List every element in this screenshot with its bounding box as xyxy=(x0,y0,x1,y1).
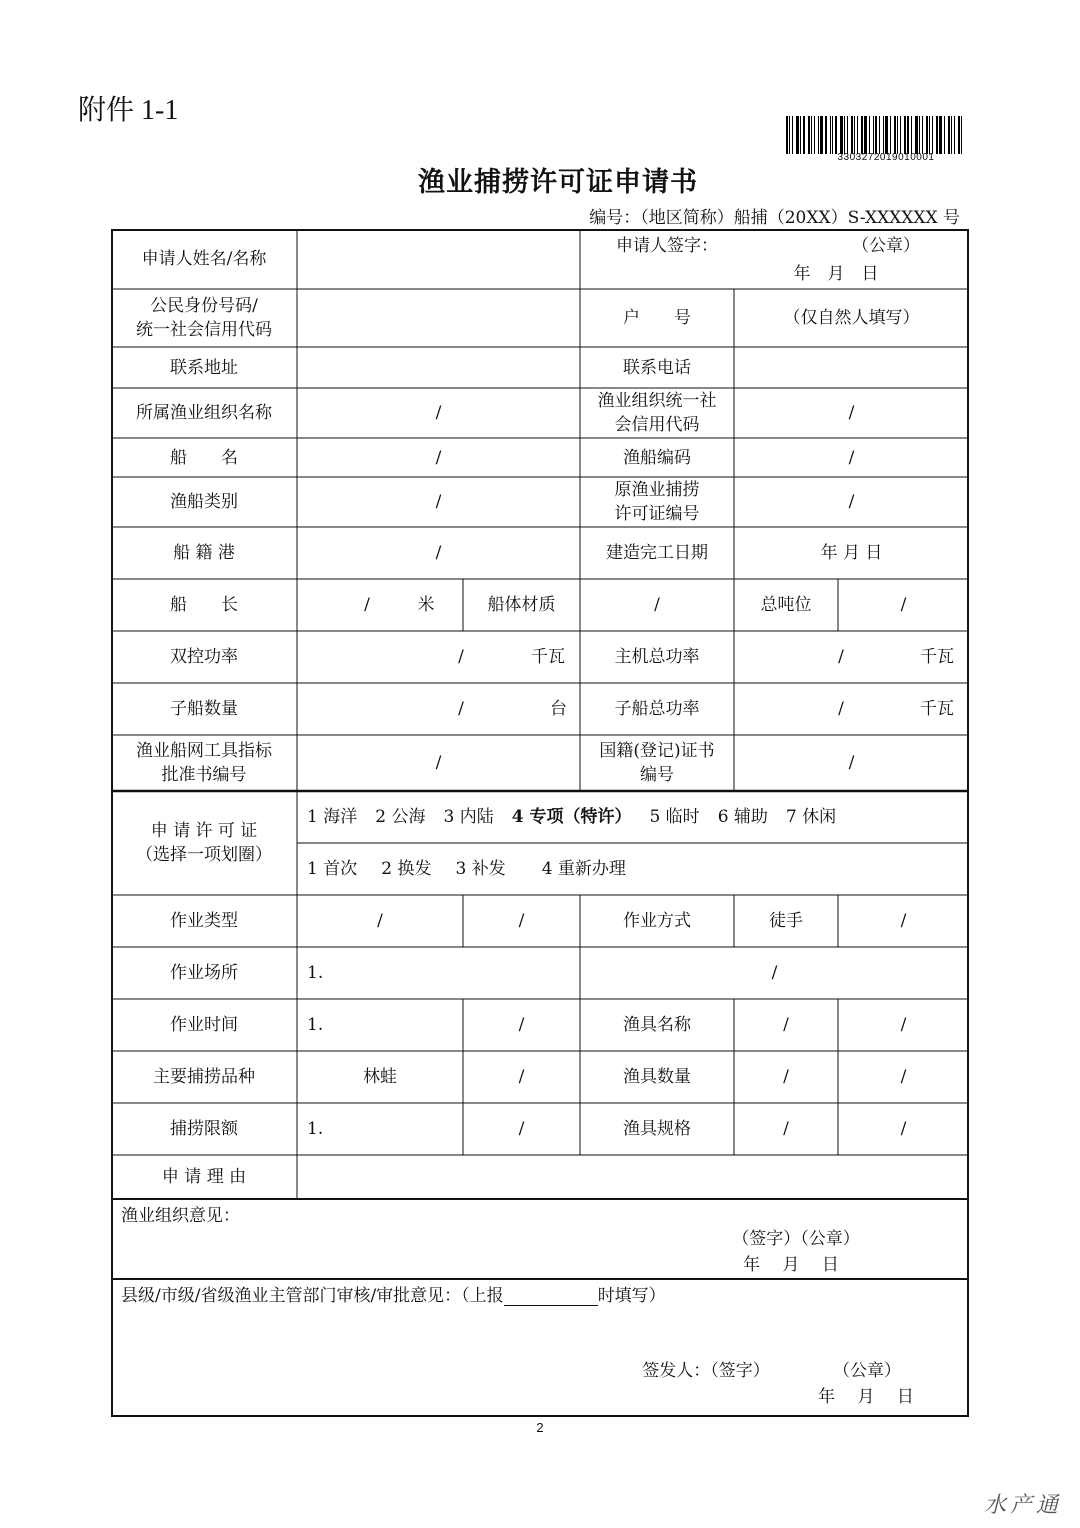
permit-mode-options xyxy=(297,843,979,895)
main-power-label: 主机总功率 xyxy=(614,647,700,667)
gear-name-value[interactable]: / xyxy=(783,1015,789,1035)
length-value[interactable]: / xyxy=(364,595,370,615)
permit-label-line2: （选择一项划圈） xyxy=(136,845,272,865)
quota-value[interactable]: 1. xyxy=(307,1119,324,1139)
barcode-bar xyxy=(873,116,874,154)
operation-time-value[interactable]: / xyxy=(518,1015,525,1035)
orig-permit-label xyxy=(580,477,734,527)
barcode-bar xyxy=(869,116,870,154)
approval-seal: （公章） xyxy=(833,1361,901,1381)
org-code-label-line1: 渔业组织统一社 xyxy=(597,391,717,411)
net-label-line1: 渔业船网工具指标 xyxy=(136,741,272,761)
species-label: 主要捕捞品种 xyxy=(153,1067,255,1087)
barcode-bar xyxy=(830,116,831,154)
orig-permit-value[interactable]: / xyxy=(848,492,855,512)
ship-name-value[interactable]: / xyxy=(435,447,442,468)
gear-spec-value[interactable]: / xyxy=(900,1119,907,1139)
sub-count-label: 子船数量 xyxy=(170,699,238,719)
barcode-bar xyxy=(951,116,952,154)
length-label: 船 长 xyxy=(170,595,238,615)
ship-type-value[interactable]: / xyxy=(435,492,442,512)
barcode-bar xyxy=(808,116,810,154)
operation-type-value[interactable]: / xyxy=(518,911,525,931)
household-label: 户 号 xyxy=(623,308,691,328)
barcode-bar xyxy=(825,116,827,154)
reason-label: 申 请 理 由 xyxy=(161,1167,247,1187)
reason-field[interactable] xyxy=(297,1155,969,1199)
approval-label-suffix: 时填写） xyxy=(597,1286,666,1306)
quota-label: 捕捞限额 xyxy=(170,1119,238,1139)
gear-spec-label: 渔具规格 xyxy=(623,1119,691,1139)
id-label-line1: 公民身份号码/ xyxy=(150,296,258,316)
org-opinion-date: 年 月 日 xyxy=(743,1255,839,1275)
barcode-bar xyxy=(936,116,938,154)
operation-place-label: 作业场所 xyxy=(170,963,238,983)
barcode-bar xyxy=(851,116,853,154)
barcode-bar xyxy=(929,116,930,154)
address-field[interactable] xyxy=(297,347,580,388)
org-code-label-line2: 会信用代码 xyxy=(614,415,700,435)
operation-method-value[interactable]: / xyxy=(900,911,907,931)
gear-spec-value[interactable]: / xyxy=(783,1119,789,1139)
applicant-date: 年 月 日 xyxy=(793,264,879,284)
sub-count-unit: 台 xyxy=(550,699,567,719)
permit-mode-option[interactable]: 4 重新办理 xyxy=(541,859,626,879)
sub-power-unit: 千瓦 xyxy=(920,699,954,719)
approval-date: 年 月 日 xyxy=(818,1387,914,1407)
id-label-line2: 统一社会信用代码 xyxy=(136,320,272,340)
application-form-table xyxy=(111,229,969,1417)
permit-type-option[interactable]: 3 内陆 xyxy=(443,807,494,827)
barcode-bar xyxy=(803,116,805,154)
barcode-bar xyxy=(789,116,790,154)
barcode-bar xyxy=(915,116,918,154)
barcode-bar xyxy=(890,116,891,154)
approval-signer: 签发人：（签字） xyxy=(642,1361,770,1381)
dual-power-unit: 千瓦 xyxy=(531,647,565,667)
applicant-seal: （公章） xyxy=(852,236,920,256)
operation-place-value[interactable]: 1. xyxy=(307,963,324,983)
net-approval-label xyxy=(111,735,297,791)
orig-permit-label-line2: 许可证编号 xyxy=(614,504,700,524)
applicant-name-field[interactable] xyxy=(297,229,580,289)
quota-value[interactable]: / xyxy=(518,1119,525,1139)
watermark: 水产通 xyxy=(983,1493,1062,1518)
approval-label-text: 县级/市级/省级渔业主管部门审核/审批意见：（上报 xyxy=(121,1286,504,1306)
build-date-value[interactable]: 年 月 日 xyxy=(820,543,883,563)
sub-power-label: 子船总功率 xyxy=(614,699,700,719)
permit-mode-option[interactable]: 3 补发 xyxy=(455,859,506,879)
barcode-bar xyxy=(954,116,955,154)
permit-type-option-selected[interactable]: 4 专项（特许） xyxy=(511,807,632,827)
barcode xyxy=(786,116,986,154)
barcode-bar xyxy=(948,116,950,154)
approval-label xyxy=(111,1283,821,1309)
net-approval-value[interactable]: / xyxy=(435,753,442,773)
org-name-label: 所属渔业组织名称 xyxy=(136,403,272,423)
barcode-bar xyxy=(875,116,877,154)
barcode-bar xyxy=(885,116,888,154)
permit-label-line1: 申 请 许 可 证 xyxy=(150,821,258,841)
tonnage-value[interactable]: / xyxy=(900,595,907,615)
registration-value[interactable]: / xyxy=(848,753,855,773)
operation-type-value[interactable]: / xyxy=(377,911,383,931)
id-number-label xyxy=(111,289,297,347)
barcode-bar xyxy=(911,116,912,154)
main-power-unit: 千瓦 xyxy=(920,647,954,667)
barcode-bar xyxy=(847,116,848,154)
orig-permit-label-line1: 原渔业捕捞 xyxy=(614,480,700,500)
tonnage-label: 总吨位 xyxy=(760,595,812,615)
permit-mode-option[interactable]: 1 首次 xyxy=(307,859,358,879)
operation-method-label: 作业方式 xyxy=(623,911,691,931)
permit-label xyxy=(111,791,297,895)
main-power-value[interactable]: / xyxy=(838,647,844,667)
barcode-bar xyxy=(796,116,799,154)
length-unit: 米 xyxy=(417,595,435,615)
barcode-bar xyxy=(786,116,788,154)
household-note: （仅自然人填写） xyxy=(783,308,920,328)
approval-blank[interactable] xyxy=(504,1287,598,1306)
barcode-bar xyxy=(792,116,793,154)
operation-place-value[interactable]: / xyxy=(771,963,778,983)
barcode-bar xyxy=(894,116,896,154)
barcode-bar xyxy=(926,116,928,154)
barcode-bar xyxy=(864,116,867,154)
barcode-bar xyxy=(883,116,884,154)
org-name-value[interactable]: / xyxy=(435,403,442,423)
permit-type-option[interactable]: 7 休闲 xyxy=(785,807,837,827)
barcode-bar xyxy=(919,116,920,154)
gear-name-value[interactable]: / xyxy=(900,1015,907,1035)
org-code-value[interactable]: / xyxy=(848,403,855,423)
serial-number: 编号：（地区简称）船捕（20XX）S-XXXXXX 号 xyxy=(589,208,960,228)
permit-type-option[interactable]: 5 临时 xyxy=(649,807,700,827)
barcode-bar xyxy=(944,116,945,154)
barcode-bar xyxy=(840,116,843,154)
org-code-label xyxy=(580,388,734,438)
dual-power-value[interactable]: / xyxy=(458,647,464,667)
barcode-bar xyxy=(939,116,942,154)
barcode-bar xyxy=(897,116,898,154)
ship-code-value[interactable]: / xyxy=(848,447,855,468)
ship-code-label: 渔船编码 xyxy=(623,447,691,468)
barcode-number: 3303272019010001 xyxy=(837,152,935,163)
barcode-bar xyxy=(932,116,933,154)
barcode-bar xyxy=(854,116,855,154)
barcode-bar xyxy=(857,116,858,154)
barcode-bar xyxy=(818,116,819,154)
permit-type-options xyxy=(297,791,979,843)
barcode-bar xyxy=(814,116,815,154)
permit-type-option[interactable]: 1 海洋 xyxy=(307,807,358,827)
phone-field[interactable] xyxy=(734,347,969,388)
species-value[interactable]: 林蛙 xyxy=(363,1067,397,1087)
barcode-bar xyxy=(958,116,960,154)
registration-label xyxy=(580,735,734,791)
barcode-bar xyxy=(832,116,833,154)
barcode-bar xyxy=(904,116,906,154)
operation-time-label: 作业时间 xyxy=(170,1015,238,1035)
port-value[interactable]: / xyxy=(435,543,442,563)
net-label-line2: 批准书编号 xyxy=(161,765,247,785)
barcode-bar xyxy=(844,116,845,154)
barcode-bar xyxy=(861,116,863,154)
barcode-bar xyxy=(820,116,823,154)
barcode-bar xyxy=(835,116,837,154)
org-opinion-sign: （签字）（公章） xyxy=(732,1229,860,1249)
gear-name-label: 渔具名称 xyxy=(623,1015,691,1035)
build-date-label: 建造完工日期 xyxy=(606,543,708,563)
operation-time-value[interactable]: 1. xyxy=(307,1015,324,1035)
species-value[interactable]: / xyxy=(518,1067,525,1087)
port-label: 船 籍 港 xyxy=(173,543,235,563)
id-number-field[interactable] xyxy=(297,289,580,347)
gear-count-value[interactable]: / xyxy=(900,1067,907,1087)
ship-type-label: 渔船类别 xyxy=(170,492,238,512)
reg-label-line1: 国籍(登记)证书 xyxy=(599,741,715,761)
barcode-bar xyxy=(811,116,812,154)
sub-count-value[interactable]: / xyxy=(458,699,464,719)
hull-value[interactable]: / xyxy=(654,595,660,615)
applicant-sign-label: 申请人签字： xyxy=(616,236,718,256)
operation-method-value[interactable]: 徒手 xyxy=(769,911,803,931)
permit-type-option[interactable]: 2 公海 xyxy=(375,807,426,827)
sub-power-value[interactable]: / xyxy=(838,699,844,719)
page-number: 2 xyxy=(536,1420,544,1435)
address-label: 联系地址 xyxy=(170,357,238,378)
permit-mode-option[interactable]: 2 换发 xyxy=(381,859,432,879)
barcode-bar xyxy=(800,116,801,154)
ship-name-label: 船 名 xyxy=(170,447,238,468)
operation-type-label: 作业类型 xyxy=(170,911,238,931)
form-title: 渔业捕捞许可证申请书 xyxy=(418,167,698,198)
barcode-bar xyxy=(879,116,880,154)
org-opinion-label: 渔业组织意见： xyxy=(121,1206,240,1226)
hull-label: 船体材质 xyxy=(487,595,556,615)
phone-label: 联系电话 xyxy=(623,357,691,378)
attachment-label: 附件 1-1 xyxy=(78,95,179,126)
applicant-name-label: 申请人姓名/名称 xyxy=(141,249,267,269)
reg-label-line2: 编号 xyxy=(640,765,674,785)
gear-count-label: 渔具数量 xyxy=(623,1067,691,1087)
gear-count-value[interactable]: / xyxy=(783,1067,789,1087)
barcode-bar xyxy=(907,116,909,154)
dual-power-label: 双控功率 xyxy=(170,647,238,667)
barcode-bar xyxy=(922,116,923,154)
barcode-bar xyxy=(900,116,901,154)
permit-type-option[interactable]: 6 辅助 xyxy=(717,807,768,827)
barcode-bar xyxy=(961,116,962,154)
